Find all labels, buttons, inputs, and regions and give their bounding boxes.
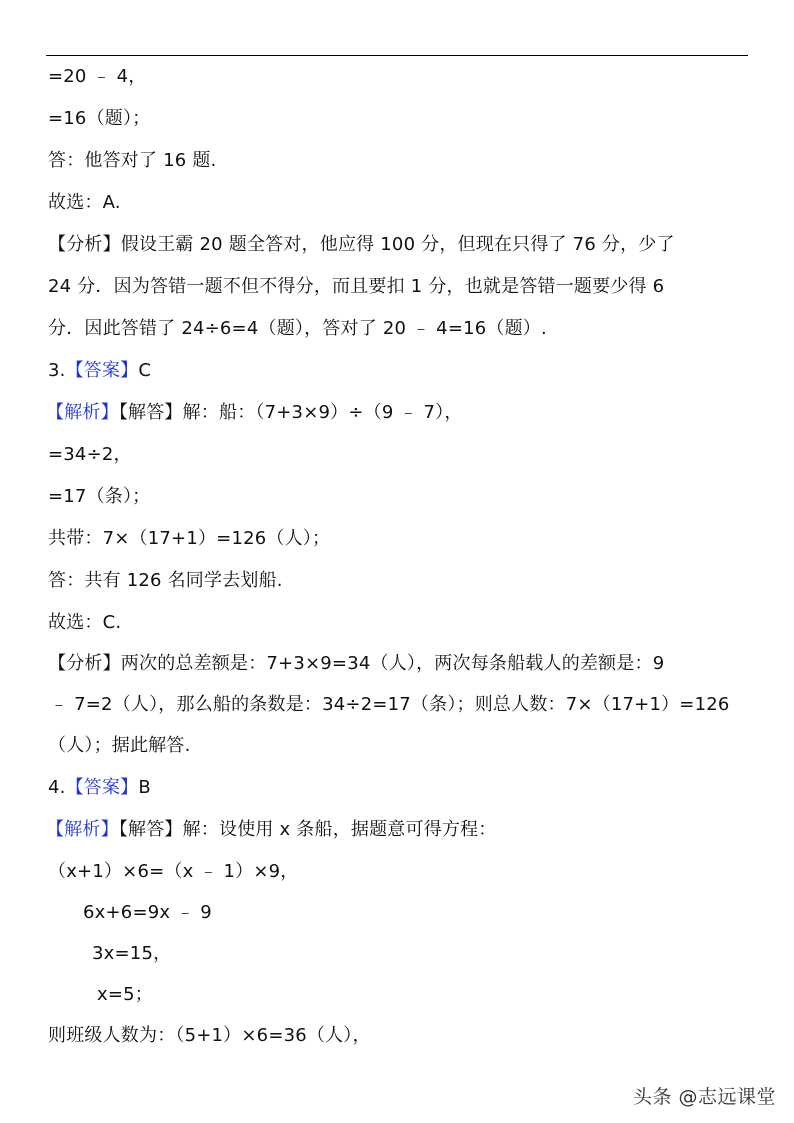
q3-step: 共带：7×（17+1）=126（人）； <box>48 528 331 549</box>
calc-line: =20 ﹣ 4， <box>48 66 147 87</box>
q3-analysis-line: （人）；据此解答. <box>48 735 191 756</box>
calc-line: =16（题）； <box>48 108 151 129</box>
analysis-line: 24 分．因为答错一题不但不得分，而且要扣 1 分，也就是答错一题要少得 6 <box>48 276 665 297</box>
q3-step: 故选：C. <box>48 612 122 633</box>
q3-step: =17（条）； <box>48 486 151 507</box>
q3-solution-heading <box>46 401 463 425</box>
q3-analysis-line: ﹣ 7=2（人），那么船的条数是：34÷2=17（条）；则总人数：7×（17+1）=126 <box>50 694 730 715</box>
q3-step: 答：共有 126 名同学去划船. <box>48 570 283 591</box>
q4-step: x=5； <box>97 984 153 1005</box>
q4-solution-heading <box>46 818 497 842</box>
q4-number: 4. <box>48 777 66 798</box>
q3-answer-value: C <box>138 360 152 381</box>
watermark: 头条 @志远课堂 <box>632 1086 776 1108</box>
q4-step: 则班级人数为：（5+1）×6=36（人）， <box>48 1025 371 1046</box>
q3-step: =34÷2， <box>48 444 132 465</box>
q3-analysis-tag: 【解析】 <box>46 402 119 423</box>
q3-analysis-line: 【分析】两次的总差额是：7+3×9=34（人），两次每条船载人的差额是：9 <box>48 653 665 674</box>
q4-solution-text: 【解答】解：设使用 x 条船，据题意可得方程： <box>118 819 497 840</box>
q4-answer-heading <box>48 776 151 800</box>
analysis-line: 分．因此答错了 24÷6=4（题），答对了 20 ﹣ 4=16（题）. <box>48 318 547 339</box>
q3-answer-heading <box>48 359 151 383</box>
q4-step: （x+1）×6=（x ﹣ 1）×9， <box>48 861 299 882</box>
q4-step: 3x=15， <box>92 943 172 964</box>
header-rule <box>46 55 748 56</box>
q4-answer-tag: 【答案】 <box>65 777 139 798</box>
q4-answer-value: B <box>138 777 151 798</box>
q3-number: 3. <box>48 360 66 381</box>
q4-step: 6x+6=9x ﹣ 9 <box>83 902 212 923</box>
analysis-line: 【分析】假设王霸 20 题全答对，他应得 100 分，但现在只得了 76 分，少了 <box>48 234 675 255</box>
q3-answer-tag: 【答案】 <box>65 360 139 381</box>
choice-line: 故选：A. <box>48 192 121 213</box>
answer-line: 答：他答对了 16 题. <box>48 150 217 171</box>
q4-analysis-tag: 【解析】 <box>46 819 119 840</box>
q3-solution-text: 【解答】解：船：（7+3×9）÷（9 ﹣ 7）， <box>118 402 463 423</box>
